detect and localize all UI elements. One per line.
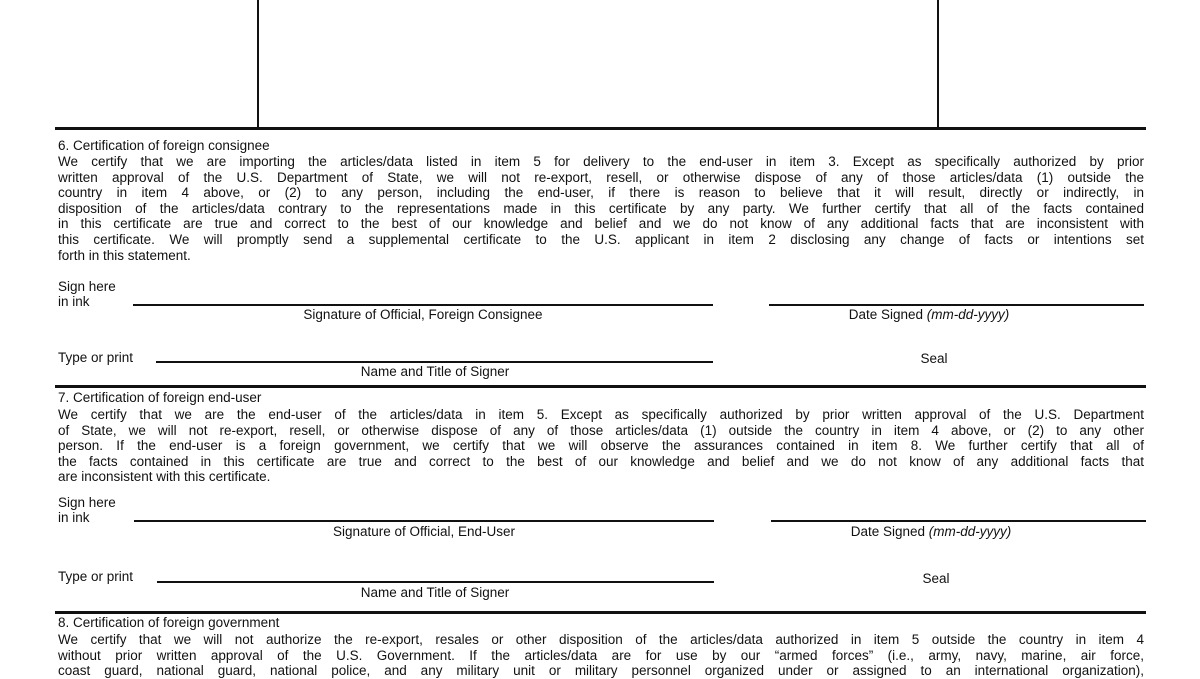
section-6-print-label: Type or print bbox=[58, 350, 134, 365]
section-6-line-4: disposition of the articles/data contrary to the representations made in this certificate by any party. We further certify that all of the facts contained bbox=[58, 200, 1144, 216]
section-6-signature-caption: Signature of Official, Foreign Consignee bbox=[303, 307, 543, 322]
table-column-divider-left bbox=[257, 0, 259, 128]
section-8-line-2: without prior written approval of the U.S. Government. If the articles/data are for use by our “armed forces” (i.e., army, navy, marine, air force, bbox=[58, 647, 1144, 663]
section-7-sign-label bbox=[58, 495, 116, 525]
section-6-line-1: We certify that we are importing the articles/data listed in item 5 for delivery to the end-user in item 3. Except as specifically authorized by prior bbox=[58, 154, 1144, 169]
section-6-name-caption: Name and Title of Signer bbox=[360, 364, 510, 379]
section-divider-7-8 bbox=[55, 611, 1146, 614]
date-format-text: (mm-dd-yyyy) bbox=[928, 524, 1012, 539]
section-6-line-2: written approval of the U.S. Department of State, we will not re-export, resell, or otherwise dispose of any of those articles/data (1) outside the bbox=[58, 169, 1144, 185]
section-6-title: 6. Certification of foreign consignee bbox=[58, 138, 270, 153]
section-7-name-field[interactable] bbox=[157, 581, 714, 583]
sign-here-text: Sign here bbox=[58, 495, 116, 510]
section-7-print-label: Type or print bbox=[58, 569, 134, 584]
section-6-body bbox=[58, 154, 1144, 263]
section-7-date-caption bbox=[771, 524, 1091, 539]
section-6-sign-label bbox=[58, 279, 116, 309]
section-8-line-1: We certify that we will not authorize the re-export, resales or other disposition of the articles/data authorized in item 5 outside the country in item 4 bbox=[58, 632, 1144, 647]
section-7-line-1: We certify that we are the end-user of the articles/data in item 5. Except as specifically authorized by prior written approval of the U.S. Department bbox=[58, 407, 1144, 422]
section-7-signature-caption: Signature of Official, End-User bbox=[332, 524, 516, 539]
section-8-title: 8. Certification of foreign government bbox=[58, 615, 280, 630]
in-ink-text: in ink bbox=[58, 294, 90, 309]
sign-here-text: Sign here bbox=[58, 279, 116, 294]
section-6-signature-field[interactable] bbox=[133, 304, 713, 306]
section-7-title: 7. Certification of foreign end-user bbox=[58, 390, 262, 405]
section-7-line-2: of State, we will not re-export, resell, or otherwise dispose of any of those articles/data (1) outside the country in item 4 above, or (2) to any other bbox=[58, 422, 1144, 438]
section-7-seal-label: Seal bbox=[922, 571, 950, 586]
section-7-name-caption: Name and Title of Signer bbox=[360, 585, 510, 600]
section-6-seal-label: Seal bbox=[920, 351, 948, 366]
section-6-line-7: forth in this statement. bbox=[58, 247, 191, 263]
section-6-line-6: this certificate. We will promptly send a supplemental certificate to the U.S. applicant in item 2 disclosing any change of facts or intentions set bbox=[58, 231, 1144, 247]
table-column-divider-right bbox=[937, 0, 939, 128]
date-format-text: (mm-dd-yyyy) bbox=[926, 307, 1010, 322]
section-divider-top bbox=[55, 127, 1146, 130]
section-6-name-field[interactable] bbox=[156, 361, 713, 363]
section-7-line-5: are inconsistent with this certificate. bbox=[58, 469, 271, 485]
section-7-line-3: person. If the end-user is a foreign government, we certify that we will observe the assurances contained in item 8. We further certify that all of bbox=[58, 438, 1144, 454]
date-signed-text: Date Signed bbox=[850, 524, 926, 539]
section-7-body bbox=[58, 407, 1144, 485]
section-6-line-3: country in item 4 above, or (2) to any person, including the end-user, if there is reason to believe that it will result, directly or indirectly, in bbox=[58, 185, 1144, 201]
section-6-date-field[interactable] bbox=[769, 304, 1144, 306]
section-7-date-field[interactable] bbox=[771, 520, 1146, 522]
section-6-line-5: in this certificate are true and correct to the best of our knowledge and belief and we do not know of any additional facts that are inconsistent with bbox=[58, 216, 1144, 232]
in-ink-text: in ink bbox=[58, 510, 90, 525]
section-6-date-caption bbox=[769, 307, 1089, 322]
section-divider-6-7 bbox=[55, 385, 1146, 388]
date-signed-text: Date Signed bbox=[848, 307, 924, 322]
section-7-signature-field[interactable] bbox=[134, 520, 714, 522]
section-8-line-3: coast guard, national guard, national police, and any military unit or military personnel organized under or assigned to an international organization), bbox=[58, 663, 1144, 679]
section-8-body bbox=[58, 632, 1144, 679]
section-7-line-4: the facts contained in this certificate are true and correct to the best of our knowledge and belief and we do not know of any additional facts that bbox=[58, 453, 1144, 469]
